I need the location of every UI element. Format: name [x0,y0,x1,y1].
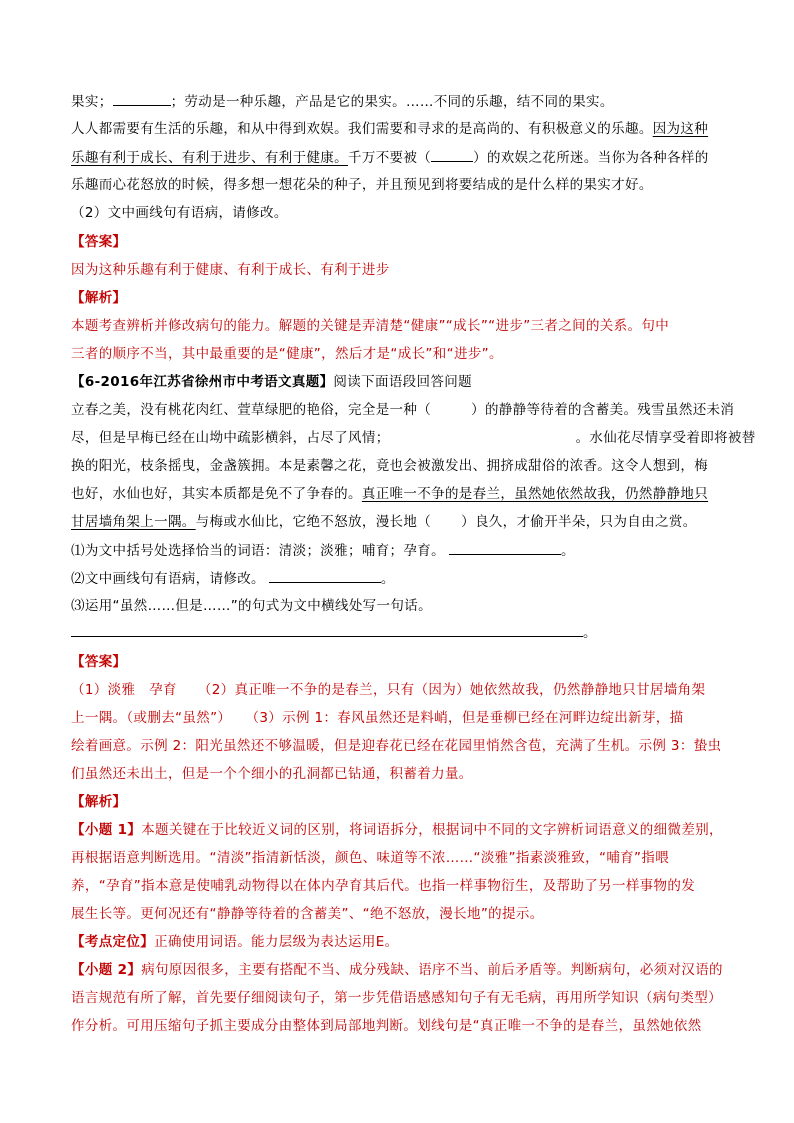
subquestion-tag: 【小题 2】 [71,962,142,978]
text-segment: 果实； [71,94,113,110]
text-line [71,90,614,112]
analysis-text [71,931,398,953]
text-segment: 立春之美，没有桃花肉红、萱草绿肥的艳俗，完全是一种（ [71,402,432,418]
text-line [71,146,709,168]
answer-blank [269,567,381,583]
analysis-text: 本题考查辨析并修改病句的能力。解题的关键是弄清楚“健康”“成长”“进步”三者之间的关系。句中 [71,318,670,334]
text-segment: ）良久，才偷开半朵，只为自由之赏。 [461,514,697,530]
analysis-text: 展生长等。更何况还有“静静等待着的含蓄美”、“绝不怒放，漫长地”的提示。 [71,906,544,922]
answer-text: （1）淡雅 孕育 （2）真正唯一不争的是春兰，只有（因为）她依然故我，仍然静静地只甘居墙角架 [71,682,706,698]
text-segment: ⑴为文中括号处选择恰当的词语：清淡；淡雅；哺育；孕育。 [71,543,445,559]
passage-line [71,483,708,505]
text-segment: 病句原因很多，主要有搭配不当、成分残缺、语序不当、前后矛盾等。判断病句，必须对汉语的 [141,962,723,978]
question-source: 【6-2016年江苏省徐州市中考语文真题】 [71,374,334,390]
underlined-sentence: 因为这种 [652,121,709,137]
analysis-text [71,959,723,981]
question-item [71,567,395,589]
passage-line [71,511,697,533]
analysis-text [71,819,723,841]
answer-blank [431,146,473,162]
answer-heading: 【答案】 [71,654,127,670]
answer-line [71,621,597,643]
answer-blank [113,90,171,106]
answer-text: 上一隅。（或删去“虽然”） （3）示例 1：春风虽然还是料峭，但是垂柳已经在河畔边绽出新芽，描 [71,710,684,726]
text-segment: 本题关键在于比较近义词的区别，将词语拆分，根据词中不同的文字辨析词语意义的细微差别， [141,822,723,838]
text-segment: ；劳动是一种乐趣，产品是它的果实。……不同的乐趣，结不同的果实。 [170,94,614,110]
text-line: 乐趣而心花怒放的时候，得多想一想花朵的种子，并且预见到将要结成的是什么样的果实才好。 [71,177,653,193]
question-item: ⑶运用“虽然……但是……”的句式为文中横线处写一句话。 [71,598,432,614]
answer-text: 们虽然还未出土，但是一个个细小的孔洞都已钻通，积蓄着力量。 [71,766,473,782]
analysis-text: 三者的顺序不当，其中最重要的是“健康”，然后才是“成长”和“进步”。 [71,346,503,362]
analysis-text: 养，“孕育”指本意是使哺乳动物得以在体内孕育其后代。也指一样事物衍生，及帮助了另一样事物的发 [71,878,696,894]
text-segment: 。 [560,543,575,559]
question-instruction: 阅读下面语段回答问题 [333,374,472,390]
passage-line [71,427,756,449]
text-segment: 千万不要被（ [348,150,432,166]
answer-text: 因为这种乐趣有利于健康、有利于成长、有利于进步 [71,262,390,278]
text-segment: 人人都需要有生活的乐趣，和从中得到欢娱。我们需要和寻求的是高尚的、有积极意义的乐趣。 [71,121,653,137]
passage-line [71,399,734,421]
analysis-text: 作分析。可用压缩句子抓主要成分由整体到局部地判断。划线句是“真正唯一不争的是春兰，虽然她依然 [71,1018,702,1034]
underlined-sentence: 甘居墙角架上一隅。 [71,514,196,530]
underlined-sentence: 乐趣有利于成长、有利于进步、有利于健康。 [71,150,348,166]
text-segment: 尽，但是早梅已经在山坳中疏影横斜，占尽了风情； [71,430,390,446]
subquestion-tag: 【小题 1】 [71,822,142,838]
question-header [71,371,472,393]
analysis-text: 语言规范有所了解，首先要仔细阅读句子，第一步凭借语感感知句子有无毛病，再用所学知识（病句类型） [71,990,722,1006]
answer-heading: 【答案】 [71,234,127,250]
analysis-text: 再根据语意判断选用。“清淡”指清新恬淡，颜色、味道等不浓……“淡雅”指素淡雅致，“哺育”指喂 [71,850,670,866]
answer-blank [449,539,561,555]
analysis-heading: 【解析】 [71,794,127,810]
answer-blank [71,621,583,637]
text-segment: 。 [380,571,395,587]
text-segment: 。水仙花尽情享受着即将被替 [575,430,756,446]
question-item [71,539,575,561]
text-segment: ）的欢娱之花所迷。当你为各种各样的 [473,150,709,166]
answer-text: 绘着画意。示例 2：阳光虽然还不够温暖，但是迎春花已经在花园里悄然含苞，充满了生机。示例 3：蛰虫 [71,738,722,754]
text-segment: 。 [583,625,597,641]
text-segment: 也好，水仙也好，其实本质都是免不了争春的。 [71,486,362,502]
text-line [71,118,708,140]
text-segment: ）的静静等待着的含蓄美。残雪虽然还未消 [471,402,735,418]
key-point-tag: 【考点定位】 [71,934,155,950]
underlined-sentence: 真正唯一不争的是春兰，虽然她依然故我，仍然静静地只 [361,486,709,502]
text-segment: ⑵文中画线句有语病，请修改。 [71,571,265,587]
text-segment: 正确使用词语。能力层级为表达运用E。 [154,934,399,950]
text-segment: 与梅或水仙比，它绝不怒放，漫长地（ [195,514,432,530]
question-item: （2）文中画线句有语病，请修改。 [71,205,288,221]
analysis-heading: 【解析】 [71,290,127,306]
passage-line: 换的阳光，枝条摇曳，金盏簇拥。本是素馨之花，竟也会被激发出、拥挤成甜俗的浓香。这令人想到，梅 [71,458,709,474]
